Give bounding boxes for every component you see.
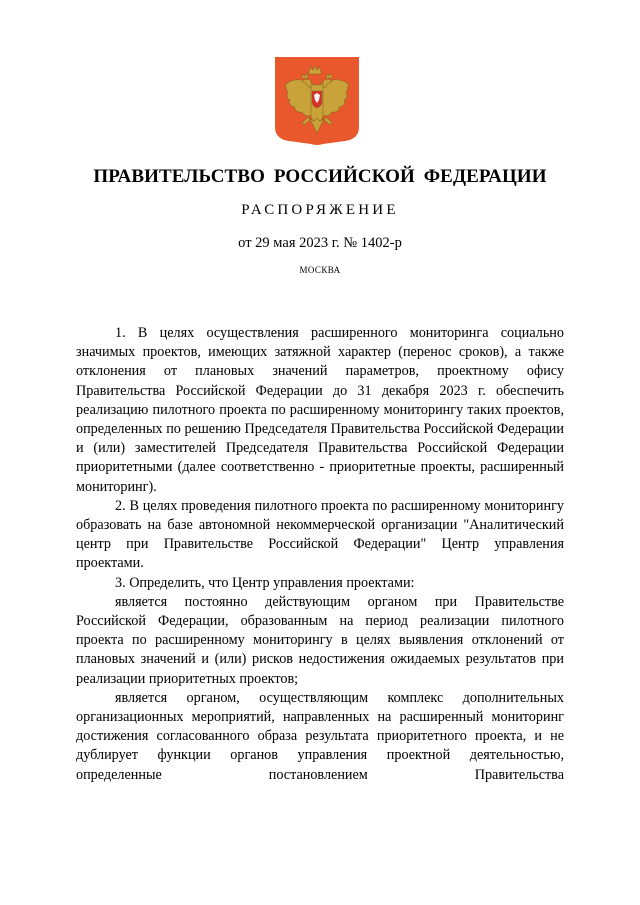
paragraph-5: является органом, осуществляющим комплекс дополнительных организационных мероприятий, направленных на расширенный мониторинг достижения согласованного образа результата приоритетного проекта, и не дублирует функции органов управления проектной деятельностью, определенные постановлением Правительства [76,689,564,783]
paragraph-2: 2. В целях проведения пилотного проекта по расширенному мониторингу образовать на базе автономной некоммерческой организации "Аналитический центр при Правительстве Российской Федерации" Центр управления проектами. [76,497,564,572]
paragraph-4: является постоянно действующим органом при Правительстве Российской Федерации, образованным на период реализации пилотного проекта по расширенному мониторингу в целях выявления отклонений от плановых значений и (или) рисков недостижения ожидаемых результатов при реализации приоритетных проектов; [76,593,564,687]
paragraph-3: 3. Определить, что Центр управления проектами: [115,574,415,591]
paragraph-1: 1. В целях осуществления расширенного мониторинга социально значимых проектов, имеющих затяжной характер (перенос сроков), а также отклонения от плановых значений параметров, проектному офису Правительства Российской Федерации до 31 декабря 2023 г. обеспечить реализацию пилотного проекта по расширенному мониторингу таких проектов, определенных по решению Председателя Правительства Российской Федерации и (или) заместителей Председателя Правительства Российской Федерации приоритетными (далее соответственно - приоритетные проекты, расширенный мониторинг). [76,325,564,495]
russian-coat-of-arms-icon [275,57,359,146]
document-date-number: от 29 мая 2023 г. № 1402-р [238,235,402,251]
document-body [76,324,564,785]
document-city: МОСКВА [299,265,341,275]
document-type: РАСПОРЯЖЕНИЕ [241,202,399,218]
government-title: ПРАВИТЕЛЬСТВО РОССИЙСКОЙ ФЕДЕРАЦИИ [93,166,547,187]
